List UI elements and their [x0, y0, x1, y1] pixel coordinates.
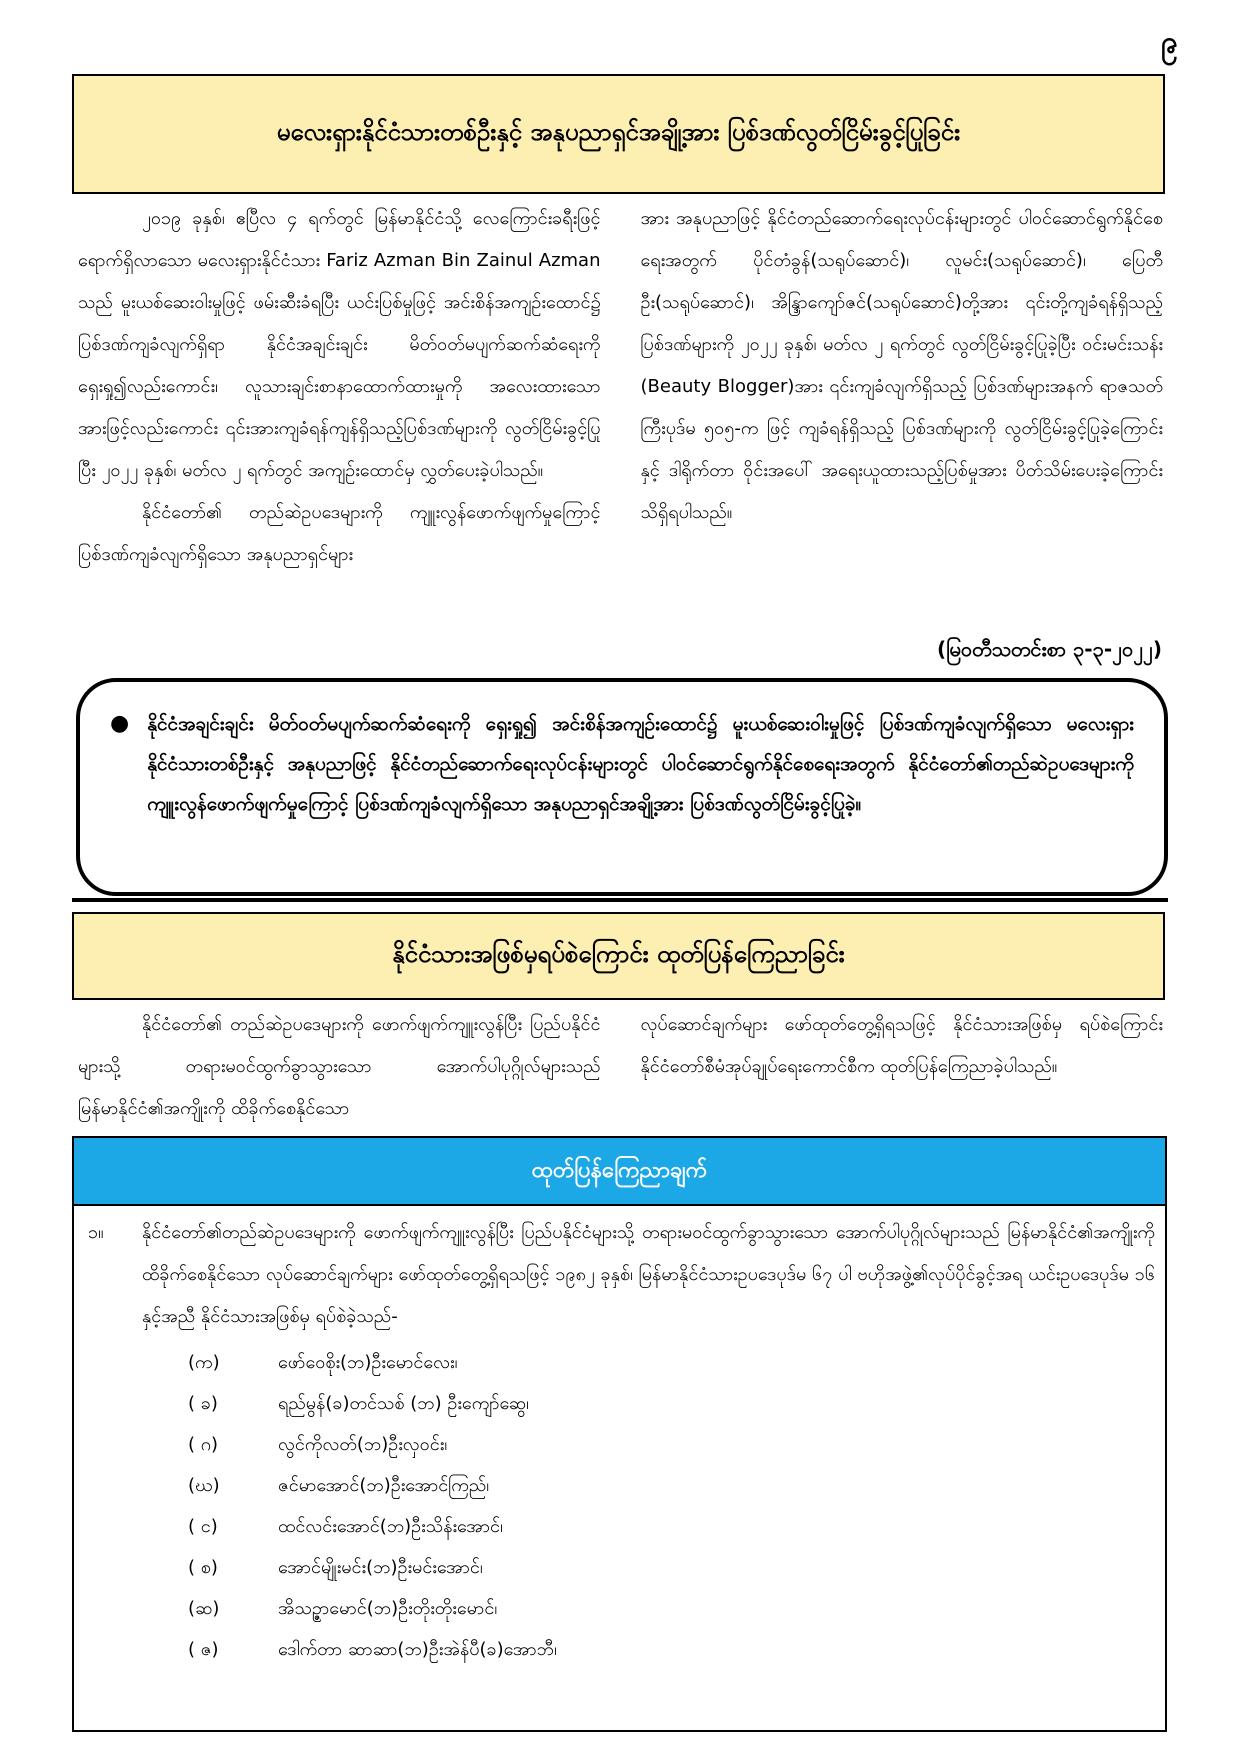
paragraph: ၂၀၁၉ ခုနှစ်၊ ဧပြီလ ၄ ရက်တွင် မြန်မာနိုင်ငံသို့ လေကြောင်းခရီးဖြင့် ရောက်ရှိလာသော မလေးရှားနိုင်ငံသား Fariz Azman Bin Zainul Azman သည် မူးယစ်ဆေးဝါးမှုဖြင့် ဖမ်းဆီးခံရပြီး ယင်းပြစ်မှုဖြင့် အင်းစိန်အကျဉ်းထောင်၌ ပြစ်ဒဏ်ကျခံလျက်ရှိရာ နိုင်ငံအချင်းချင်း မိတ်ဝတ်မပျက်ဆက်ဆံရေးကို ရှေးရှု၍လည်းကောင်း၊ လူသားချင်းစာနာထောက်ထားမှုကို အလေးထားသောအားဖြင့်လည်းကောင်း ၎င်းအားကျခံရန်ကျန်ရှိသည့်ပြစ်ဒဏ်များကို လွတ်ငြိမ်းခွင့်ပြုပြီး ၂၀၂၂ ခုနှစ်၊ မတ်လ ၂ ရက်တွင် အကျဉ်းထောင်မှ လွှတ်ပေးခဲ့ပါသည်။ — [78, 208, 601, 481]
person-name: ဇင်မာအောင်(ဘ)ဦးအောင်ကြည်၊ — [278, 1475, 490, 1496]
person-name: ရည်မွန်(ခ)တင်သစ် (ဘ) ဦးကျော်ဆွေ၊ — [278, 1393, 529, 1414]
list-letter: (ဆ) — [188, 1598, 220, 1619]
paragraph-number: ၁။ — [88, 1222, 104, 1243]
announcement-body — [74, 1206, 1165, 1670]
paragraph-text: နိုင်ငံတော်၏တည်ဆဲဥပဒေများကို ဖောက်ဖျက်ကျူးလွန်ပြီး ပြည်ပနိုင်ငံများသို့ တရားမဝင်ထွက်ခွာသွားသော အောက်ပါပုဂ္ဂိုလ်များသည် မြန်မာနိုင်ငံ၏အကျိုးကို ထိခိုက်စေနိုင်သော လုပ်ဆောင်ချက်များ ဖော်ထုတ်တွေ့ရှိရသဖြင့် ၁၉၈၂ ခုနှစ်၊ မြန်မာနိုင်ငံသားဥပဒေပုဒ်မ ၆၇ ပါ ဗဟိုအဖွဲ့၏လုပ်ပိုင်ခွင့်အရ ယင်းဥပဒေပုဒ်မ ၁၆ နှင့်အညီ နိုင်ငံသားအဖြစ်မှ ရပ်စဲခဲ့သည်- — [142, 1222, 1155, 1327]
paragraph: လုပ်ဆောင်ချက်များ ဖော်ထုတ်တွေ့ရှိရသဖြင့် နိုင်ငံသားအဖြစ်မှ ရပ်စဲကြောင်း နိုင်ငံတော်စီမံအုပ်ချုပ်ရေးကောင်စီက ထုတ်ပြန်ကြေညာခဲ့ပါသည်။ — [640, 1014, 1163, 1077]
list-letter: ( ဇ) — [188, 1639, 219, 1660]
article-body-citizenship — [78, 1004, 1163, 1130]
list-item — [188, 1506, 1155, 1547]
article-title-text: မလေးရှားနိုင်ငံသားတစ်ဦးနှင့် အနုပညာရှင်အချို့အား ပြစ်ဒဏ်လွတ်ငြိမ်းခွင့်ပြုခြင်း — [276, 118, 961, 146]
bullet-icon: ● — [110, 711, 130, 736]
person-name: အောင်မျိုးမင်း(ဘ)ဦးမင်းအောင်၊ — [278, 1557, 483, 1578]
announcement-heading — [74, 1138, 1165, 1206]
announcement-box — [72, 1136, 1167, 1732]
list-letter: (က) — [188, 1352, 220, 1373]
article-title-text: နိုင်ငံသားအဖြစ်မှရပ်စဲကြောင်း ထုတ်ပြန်ကြေညာခြင်း — [392, 940, 845, 968]
paragraph: နိုင်ငံတော်၏ တည်ဆဲဥပဒေများကို ကျူးလွန်ဖောက်ဖျက်မှုကြောင့် ပြစ်ဒဏ်ကျခံလျက်ရှိသော အနုပညာရှင်များ — [78, 502, 601, 565]
list-item — [188, 1547, 1155, 1588]
list-letter: ( စ) — [188, 1557, 218, 1578]
summary-text: နိုင်ငံအချင်းချင်း မိတ်ဝတ်မပျက်ဆက်ဆံရေးကို ရှေးရှု၍ အင်းစိန်အကျဉ်းထောင်၌ မူးယစ်ဆေးဝါးမှုဖြင့် ပြစ်ဒဏ်ကျခံလျက်ရှိသော မလေးရှားနိုင်ငံသားတစ်ဦးနှင့် အနုပညာဖြင့် နိုင်ငံတည်ဆောက်ရေးလုပ်ငန်းများတွင် ပါဝင်ဆောင်ရွက်နိုင်စေရေးအတွက် နိုင်ငံတော်၏တည်ဆဲဥပဒေများကို ကျူးလွန်ဖောက်ဖျက်မှုကြောင့် ပြစ်ဒဏ်ကျခံလျက်ရှိသော အနုပညာရှင်အချို့အား ပြစ်ဒဏ်လွတ်ငြိမ်းခွင့်ပြုခဲ့။ — [147, 713, 1134, 815]
source-citation: (မြဝတီသတင်းစာ ၃-၃-၂၀၂၂) — [936, 637, 1162, 661]
column-right — [641, 198, 1164, 618]
article-title-citizenship — [72, 912, 1165, 1000]
list-letter: ( ခ) — [188, 1393, 218, 1414]
person-name: ဖော်ဝေစိုး(ဘ)ဦးမောင်လေး၊ — [278, 1352, 458, 1373]
list-letter: (ဃ) — [188, 1475, 220, 1496]
person-name: ထင်လင်းအောင်(ဘ)ဦးသိန်းအောင်၊ — [278, 1516, 503, 1537]
person-name: အိသဉ္ဇာမောင်(ဘ)ဦးတိုးတိုးမောင်၊ — [278, 1598, 498, 1619]
announcement-paragraph — [88, 1212, 1155, 1338]
column-left — [78, 198, 601, 618]
section-divider — [72, 898, 1168, 902]
list-letter: ( ဂ) — [188, 1434, 219, 1455]
list-item — [188, 1424, 1155, 1465]
person-name: လွင်ကိုလတ်(ဘ)ဦးလှဝင်း၊ — [278, 1434, 448, 1455]
list-item — [188, 1342, 1155, 1383]
column-left — [78, 1004, 601, 1130]
column-right — [641, 1004, 1164, 1130]
name-list — [88, 1342, 1155, 1670]
list-item — [188, 1383, 1155, 1424]
list-item — [188, 1629, 1155, 1670]
list-item — [188, 1588, 1155, 1629]
summary-box — [76, 678, 1168, 896]
article-body-amnesty — [78, 198, 1163, 618]
page-number: ၉ — [1161, 25, 1178, 60]
paragraph: အား အနုပညာဖြင့် နိုင်ငံတည်ဆောက်ရေးလုပ်ငန်းများတွင် ပါဝင်ဆောင်ရွက်နိုင်စေရေးအတွက် ပိုင်တံခွန်(သရုပ်ဆောင်)၊ လူမင်း(သရုပ်ဆောင်)၊ ပြေတီဦး(သရုပ်ဆောင်)၊ အိန္ဒြာကျော်ဇင်(သရုပ်ဆောင်)တို့အား ၎င်းတို့ကျခံရန်ရှိသည့် ပြစ်ဒဏ်များကို ၂၀၂၂ ခုနှစ်၊ မတ်လ ၂ ရက်တွင် လွတ်ငြိမ်းခွင့်ပြုခဲ့ပြီး ဝင်းမင်းသန်း (Beauty Blogger)အား ၎င်းကျခံလျက်ရှိသည့် ပြစ်ဒဏ်များအနက် ရာဇသတ်ကြီးပုဒ်မ ၅၀၅-က ဖြင့် ကျခံရန်ရှိသည့် ပြစ်ဒဏ်များကို လွတ်ငြိမ်းခွင့်ပြုခဲ့ကြောင်းနှင့် ဒါရိုက်တာ ဝိုင်းအပေါ် အရေးယူထားသည့်ပြစ်မှုအား ပိတ်သိမ်းပေးခဲ့ကြောင်း သိရှိရပါသည်။ — [640, 208, 1163, 523]
announcement-heading-text: ထုတ်ပြန်ကြေညာချက် — [531, 1157, 708, 1183]
list-item — [188, 1465, 1155, 1506]
article-title-amnesty — [72, 74, 1165, 194]
person-name: ဒေါက်တာ ဆာဆာ(ဘ)ဦးအဲန်ပီ(ခ)အောဘီ၊ — [278, 1639, 557, 1660]
list-letter: ( င) — [188, 1516, 218, 1537]
paragraph: နိုင်ငံတော်၏ တည်ဆဲဥပဒေများကို ဖောက်ဖျက်ကျူးလွန်ပြီး ပြည်ပနိုင်ငံများသို့ တရားမဝင်ထွက်ခွာသွားသော အောက်ပါပုဂ္ဂိုလ်များသည် မြန်မာနိုင်ငံ၏အကျိုးကို ထိခိုက်စေနိုင်သော — [78, 1014, 601, 1119]
